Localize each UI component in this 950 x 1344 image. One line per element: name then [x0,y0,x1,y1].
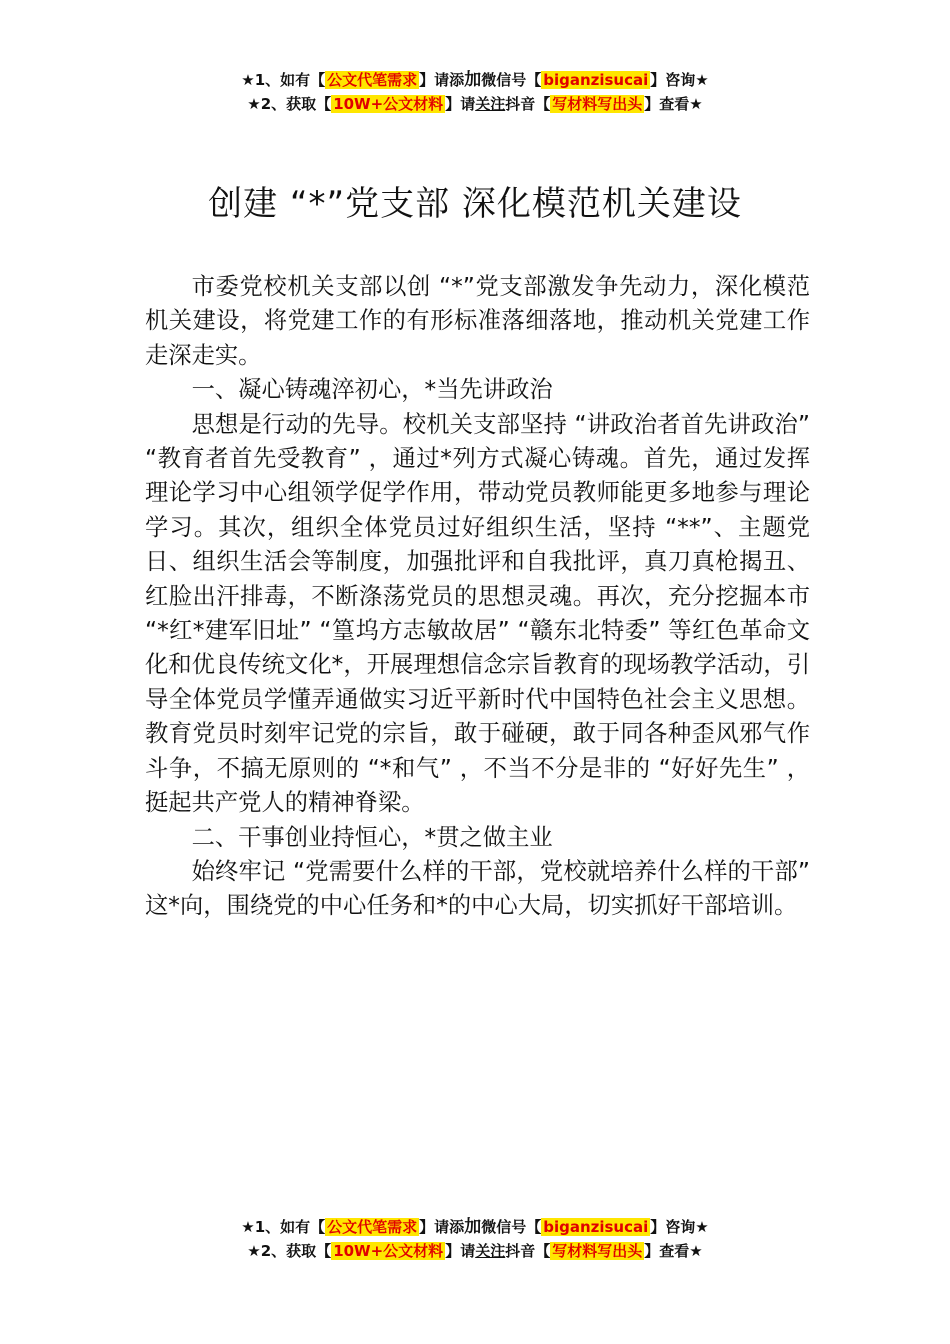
banner-highlight: 公文代笔需求 [327,71,418,89]
banner-text: ★1、如有【 [241,1218,326,1236]
banner-text: ★2、获取【 [247,1242,332,1260]
banner-text: 】咨询★ [650,71,709,89]
document-body [145,270,810,924]
banner-text: 】查看★ [644,1242,703,1260]
paragraph-intro: 市委党校机关支部以创 “*”党支部激发争先动力，深化模范机关建设，将党建工作的有形标准落细落地，推动机关党建工作走深走实。 [145,273,810,369]
section-heading-1: 一、凝心铸魂淬初心，*当先讲政治 [191,376,553,404]
banner-text: 微信号【 [481,71,542,89]
banner-text: 抖音【 [505,1242,551,1260]
banner-line-1 [0,68,950,92]
banner-text: 】请 [445,95,476,113]
banner-text: 】查看★ [644,95,703,113]
banner-line-2 [0,92,950,116]
banner-text: 关注 [475,1242,506,1260]
paragraph-section-2: 始终牢记 “党需要什么样的干部，党校就培养什么样的干部” 这*向，围绕党的中心任务和*的中心大局，切实抓好干部培训。 [145,857,810,920]
banner-wechat-id: biganzisucai [543,71,649,89]
banner-highlight: 10W+公文材料 [333,1242,444,1260]
banner-highlight: 写材料写出头 [552,1242,643,1260]
banner-highlight: 写材料写出头 [552,95,643,113]
paragraph-section-1: 思想是行动的先导。校机关支部坚持 “讲政治者首先讲政治” “教育者首先受教育” ，通过*列方式凝心铸魂。首先，通过发挥理论学习中心组领学促学作用，带动党员教师能更多地参与理论学习。其次，组织全体党员过好组织生活，坚持 “**”、主题党日、组织生活会等制度，加强批评和自我批评，真刀真枪揭丑、红脸出汗排毒，不断涤荡党员的思想灵魂。再次，充分挖掘本市 “*红*建军旧址” “篁坞方志敏故居” “赣东北特委” 等红色革命文化和优良传统文化*，开展理想信念宗旨教育的现场教学活动，引导全体党员学懂弄通做实习近平新时代中国特色社会主义思想。教育党员时刻牢记党的宗旨，敢于碰硬，敢于同各种歪风邪气作斗争，不搞无原则的 “*和气” ，不当不分是非的 “好好先生” ，挺起共产党人的精神脊梁。 [145,410,810,817]
banner-wechat-id: biganzisucai [543,1218,649,1236]
banner-text: 】咨询★ [650,1218,709,1236]
top-banner [0,68,950,116]
banner-text: 加 [464,70,482,90]
banner-text: ★2、获取【 [247,95,332,113]
banner-text: 】请添 [419,71,465,89]
banner-text: 】请添 [419,1218,465,1236]
banner-line-2 [0,1239,950,1263]
banner-text: 关注 [475,95,506,113]
banner-text: 微信号【 [481,1218,542,1236]
banner-text: ★1、如有【 [241,71,326,89]
banner-highlight: 10W+公文材料 [333,95,444,113]
banner-line-1 [0,1215,950,1239]
section-heading-2: 二、干事创业持恒心，*贯之做主业 [191,823,553,851]
banner-text: 抖音【 [505,95,551,113]
document-title: 创建 “*”党支部 深化模范机关建设 [208,184,742,224]
bottom-banner [0,1215,950,1263]
banner-text: 加 [464,1217,482,1237]
banner-text: 】请 [445,1242,476,1260]
banner-highlight: 公文代笔需求 [327,1218,418,1236]
